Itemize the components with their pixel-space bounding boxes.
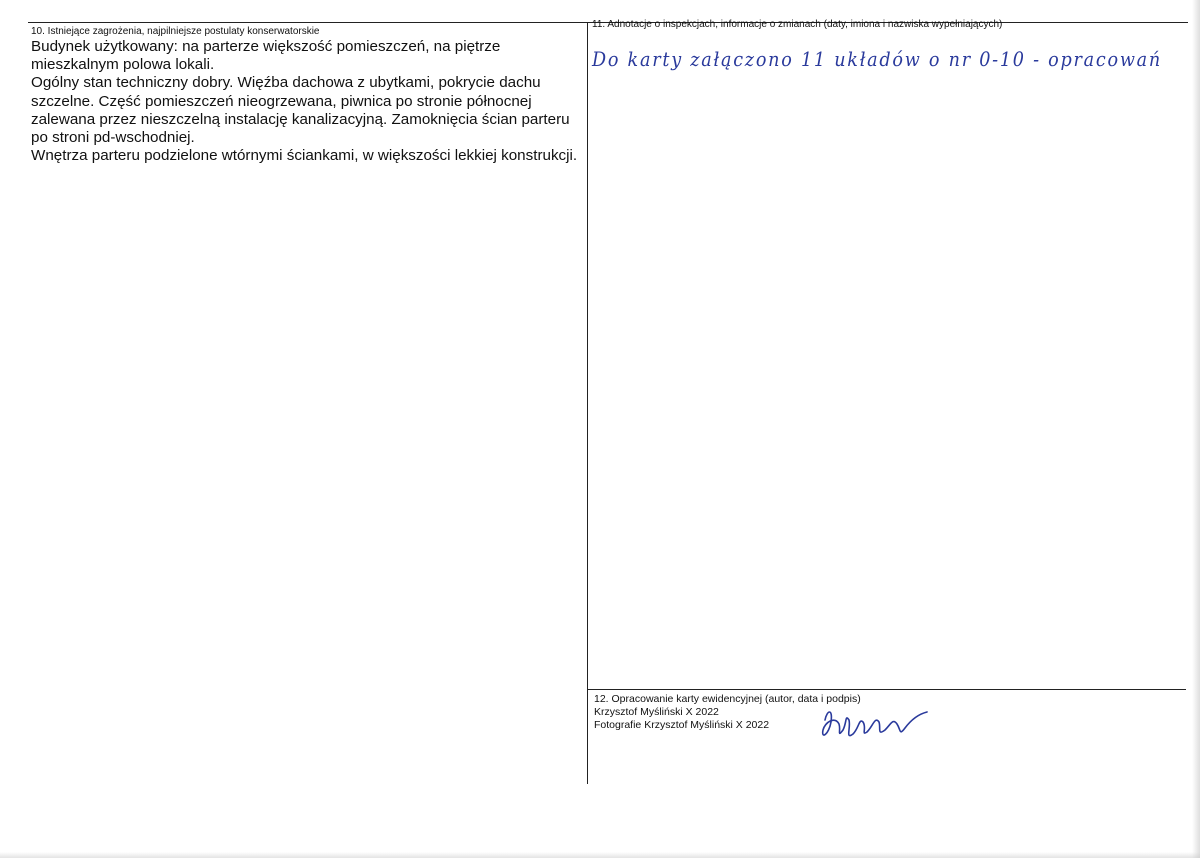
- section-11-title: 11. Adnotacje o inspekcjach, informacje o zmianach (daty, imiona i nazwiska wypełniających): [592, 19, 1003, 30]
- handwritten-annotation: [590, 36, 1170, 86]
- signature: [815, 700, 935, 750]
- author-line: Krzysztof Myśliński X 2022: [594, 706, 719, 718]
- section-10-paragraph: Wnętrza parteru podzielone wtórnymi ściankami, w większości lekkiej konstrukcji.: [31, 147, 578, 165]
- section-10-body: [31, 38, 581, 165]
- column-divider: [587, 22, 588, 784]
- photos-line: Fotografie Krzysztof Myśliński X 2022: [594, 719, 770, 731]
- section-10-paragraph: Ogólny stan techniczny dobry. Więźba dachowa z ubytkami, pokrycie dachu szczelne. Część pomieszczeń nieogrzewana, piwnica po stronie północnej zalewana przez nieszczelną instalację kanalizacyjną. Zamoknięcia ścian parteru po stroni pd-wschodniej.: [31, 74, 570, 147]
- section-10-title: 10. Istniejące zagrożenia, najpilniejsze postulaty konserwatorskie: [31, 26, 320, 37]
- page-edge-shadow: [1192, 0, 1200, 858]
- section-10-paragraph: Budynek użytkowany: na parterze większość pomieszczeń, na piętrze mieszkalnym polowa lokali.: [31, 38, 501, 74]
- page-bottom-shadow: [0, 852, 1200, 858]
- section-12-title: 12. Opracowanie karty ewidencyjnej (autor, data i podpis): [594, 693, 861, 705]
- section-12-divider: [588, 689, 1186, 690]
- handwritten-note-text: Do karty załączono 11 układów o nr 0-10 - opracowań: [591, 47, 1162, 71]
